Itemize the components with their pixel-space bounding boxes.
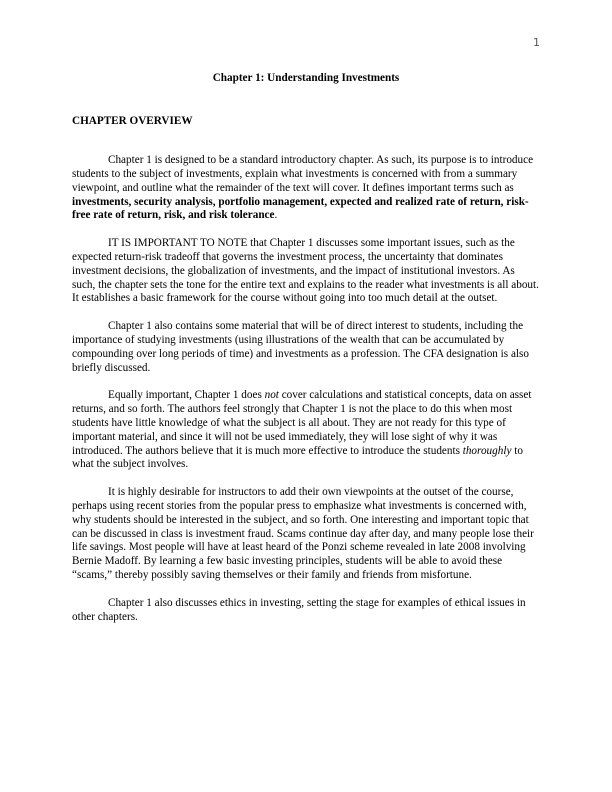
- paragraph-6: Chapter 1 also discusses ethics in investing, setting the stage for examples of ethical issues in other chapters.: [72, 596, 526, 623]
- emphasis-thoroughly: thoroughly: [462, 444, 512, 457]
- document-body: [72, 154, 540, 638]
- paragraph-2: IT IS IMPORTANT TO NOTE that Chapter 1 discusses some important issues, such as the expected return-risk tradeoff that governs the investment process, the uncertainty that dominates investment decisions, the globalization of investments, and the impact of institutional investors. As such, the chapter sets the tone for the entire text and explains to the reader what investments is all about. It establishes a basic framework for the course without going into too much detail at the outset.: [72, 237, 539, 305]
- paragraph-4-part-a: Equally important, Chapter 1 does: [108, 389, 265, 402]
- paragraph-5: It is highly desirable for instructors to add their own viewpoints at the outset of the course, perhaps using recent stories from the popular press to emphasize what investments is concerned with, why students should be interested in the subject, and so forth. One interesting and important topic that can be discussed in class is investment fraud. Scams continue day after day, and many people lose their life savings. Most people will have at least heard of the Ponzi scheme revealed in late 2008 involving Bernie Madoff. By learning a few basic investing principles, students will be able to avoid these “scams,” thereby possibly saving themselves or their family and friends from misfortune.: [72, 486, 534, 582]
- paragraph-4: [72, 389, 540, 472]
- section-heading: CHAPTER OVERVIEW: [72, 115, 193, 127]
- key-terms: investments, security analysis, portfolio management, expected and realized rate of return, risk-free rate of return, risk, and risk tolerance: [72, 195, 529, 222]
- paragraph-4-part-c: to what the subject involves.: [72, 444, 523, 471]
- page-number: 1: [533, 36, 540, 49]
- paragraph-1-end: .: [274, 209, 278, 222]
- paragraph-1-text: Chapter 1 is designed to be a standard introductory chapter. As such, its purpose is to introduce students to the subject of investments, explain what investments is concerned with from a summary viewpoint, and outline what the remainder of the text will cover. It defines important terms such as: [72, 154, 534, 194]
- chapter-title: Chapter 1: Understanding Investments: [212, 72, 400, 84]
- paragraph-3: Chapter 1 also contains some material that will be of direct interest to students, including the importance of studying investments (using illustrations of the wealth that can be accumulated by compounding over long periods of time) and investments as a profession. The CFA designation is also briefly discussed.: [72, 320, 529, 374]
- paragraph-1: [72, 154, 540, 223]
- emphasis-not: not: [264, 389, 279, 402]
- paragraph-4-part-b: cover calculations and statistical concepts, data on asset returns, and so forth. The authors feel strongly that Chapter 1 is not the place to do this when most students have little knowledge of what the subject is all about. They are not ready for this type of important material, and since it will not be used immediately, they will lose sight of why it was introduced. The authors believe that it is much more effective to introduce the students: [72, 389, 532, 457]
